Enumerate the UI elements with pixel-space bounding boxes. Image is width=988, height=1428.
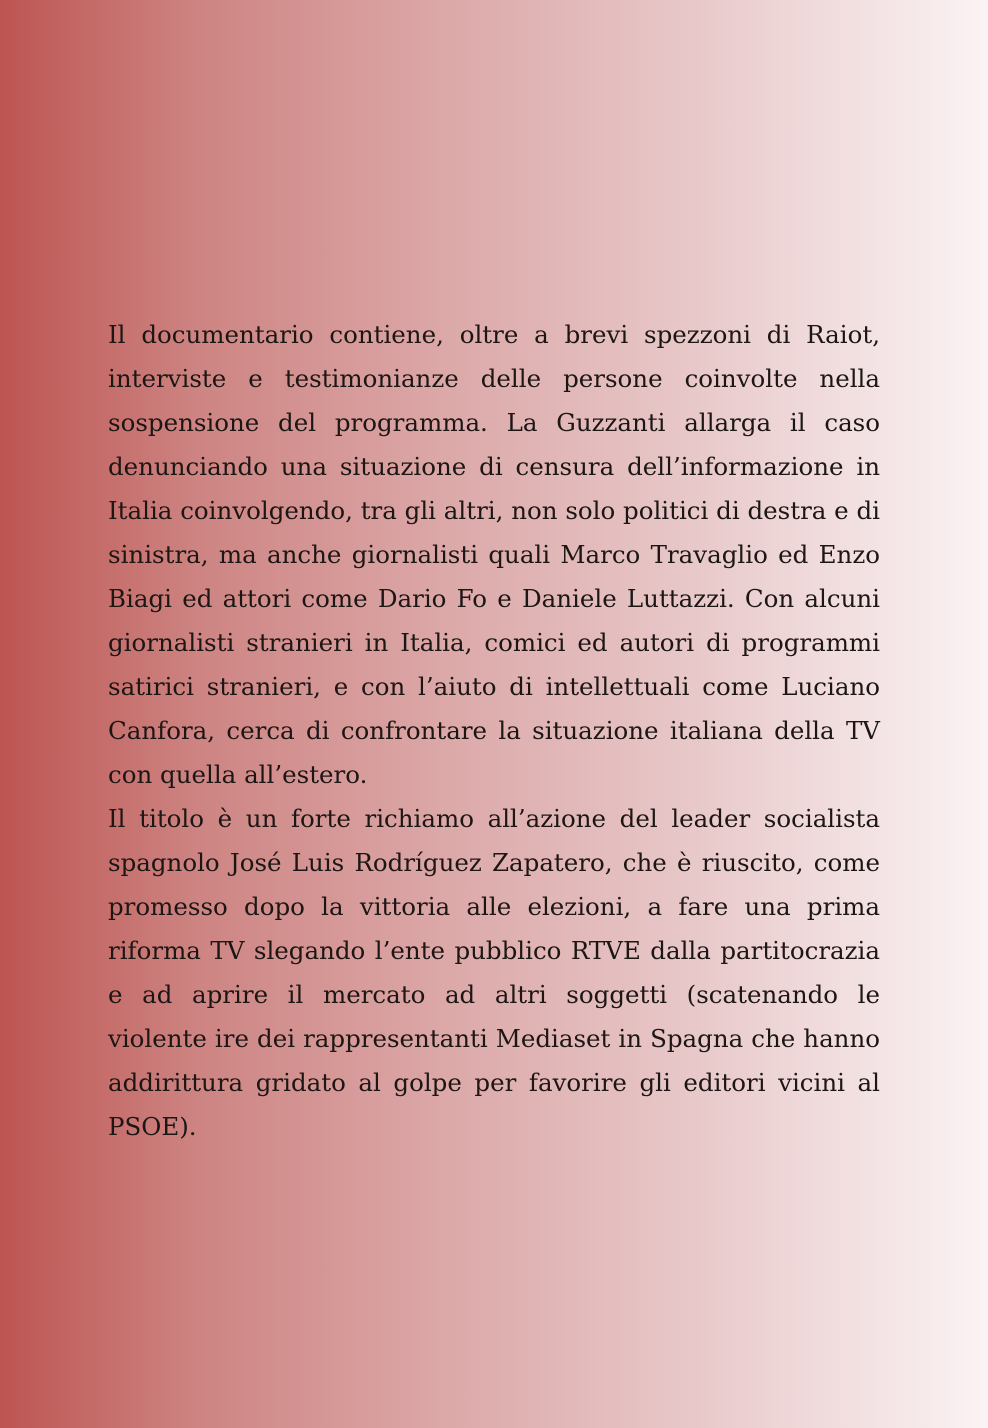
paragraph-documentary-content: Il documentario contiene, oltre a brevi spezzoni di Raiot, interviste e testimonianze delle persone coinvolte nella sospensione del programma. La Guzzanti allarga il caso denunciando una situazione di censura dell’informazione in Italia coinvolgendo, tra gli altri, non solo politici di destra e di sinistra, ma anche giornalisti quali Marco Travaglio ed Enzo Biagi ed attori come Dario Fo e Daniele Luttazzi. Con alcuni giornalisti stranieri in Italia, comici ed autori di programmi satirici stranieri, e con l’aiuto di intellettuali come Luciano Canfora, cerca di confrontare la situazione italiana della TV con quella all’estero.	[108, 320, 880, 789]
body-text	[108, 313, 880, 1149]
paragraph-title-meaning: Il titolo è un forte richiamo all’azione del leader socialista spagnolo José Luis Rodríguez Zapatero, che è riuscito, come promesso dopo la vittoria alle elezioni, a fare una prima riforma TV slegando l’ente pubblico RTVE dalla partitocrazia e ad aprire il mercato ad altri soggetti (scatenando le violente ire dei rappresentanti Mediaset in Spagna che hanno addirittura gridato al golpe per favorire gli editori vicini al PSOE).	[108, 804, 880, 1141]
